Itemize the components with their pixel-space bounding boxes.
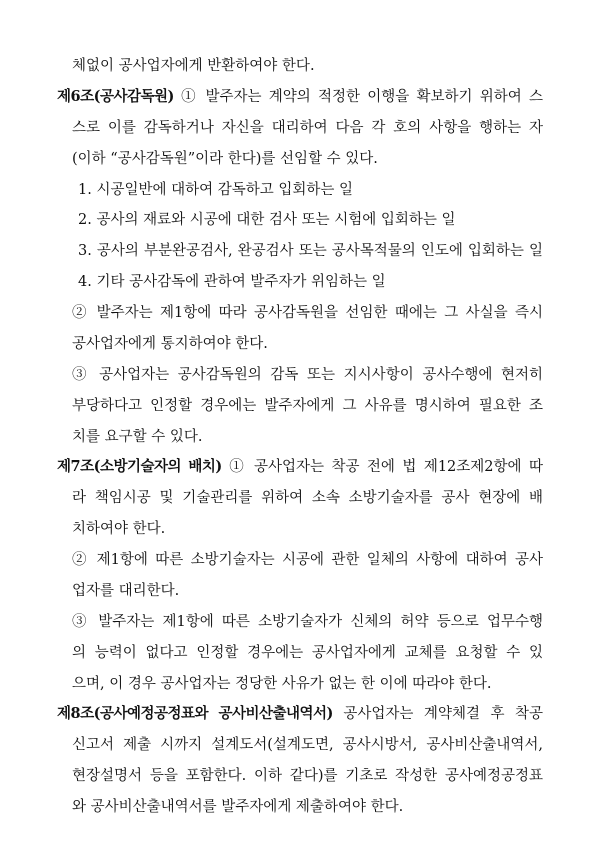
article-7-heading-line bbox=[57, 457, 543, 477]
article-7-text: ① 공사업자는 착공 전에 법 제12조제2항에 따 bbox=[221, 459, 543, 475]
paragraph-line: 치하여야 한다. bbox=[72, 521, 166, 537]
paragraph-line: 치를 요구할 수 있다. bbox=[72, 429, 203, 445]
paragraph-line: 체없이 공사업자에게 반환하여야 한다. bbox=[72, 58, 315, 74]
paragraph-line: 와 공사비산출내역서를 발주자에게 제출하여야 한다. bbox=[72, 799, 404, 815]
article-7-title: 제7조(소방기술자의 배치) bbox=[57, 458, 222, 475]
article-6-heading-line bbox=[57, 87, 543, 107]
paragraph-line: 업자를 대리한다. bbox=[72, 583, 180, 599]
paragraph-line: 공사업자에게 통지하여야 한다. bbox=[72, 336, 268, 352]
list-item: 1. 시공일반에 대하여 감독하고 입회하는 일 bbox=[78, 182, 353, 198]
article-8-title: 제8조(공사예정공정표와 공사비산출내역서) bbox=[57, 705, 333, 722]
article-8-heading-line bbox=[57, 704, 543, 724]
paragraph-line: 스로 이를 감독하거나 자신을 대리하여 다음 각 호의 사항을 행하는 자 bbox=[72, 120, 543, 136]
list-item: 2. 공사의 재료와 시공에 대한 검사 또는 시험에 입회하는 일 bbox=[78, 212, 456, 228]
article-6-text: ① 발주자는 계약의 적정한 이행을 확보하기 위하여 스 bbox=[173, 89, 543, 105]
paragraph-line: ② 발주자는 제1항에 따라 공사감독원을 선임한 때에는 그 사실을 즉시 bbox=[72, 305, 543, 321]
paragraph-line: (이하 “공사감독원”이라 한다)를 선임할 수 있다. bbox=[72, 151, 378, 167]
paragraph-line: ③ 공사업자는 공사감독원의 감독 또는 지시사항이 공사수행에 현저히 bbox=[72, 367, 543, 383]
article-6-title: 제6조(공사감독원) bbox=[57, 88, 174, 105]
paragraph-line: ③ 발주자는 제1항에 따른 소방기술자가 신체의 허약 등으로 업무수행 bbox=[72, 614, 543, 630]
paragraph-line: 신고서 제출 시까지 설계도서(설계도면, 공사시방서, 공사비산출내역서, bbox=[72, 737, 543, 753]
paragraph-line: 의 능력이 없다고 인정할 경우에는 공사업자에게 교체를 요청할 수 있 bbox=[72, 645, 543, 661]
paragraph-line: ② 제1항에 따른 소방기술자는 시공에 관한 일체의 사항에 대하여 공사 bbox=[72, 552, 543, 568]
paragraph-line: 부당하다고 인정할 경우에는 발주자에게 그 사유를 명시하여 필요한 조 bbox=[72, 398, 543, 414]
paragraph-line: 라 책임시공 및 기술관리를 위하여 소속 소방기술자를 공사 현장에 배 bbox=[72, 490, 543, 506]
list-item: 3. 공사의 부분완공검사, 완공검사 또는 공사목적물의 인도에 입회하는 일 bbox=[78, 243, 543, 259]
list-item: 4. 기타 공사감독에 관하여 발주자가 위임하는 일 bbox=[78, 274, 386, 290]
article-8-text: 공사업자는 계약체결 후 착공 bbox=[332, 706, 543, 722]
paragraph-line: 으며, 이 경우 공사업자는 정당한 사유가 없는 한 이에 따라야 한다. bbox=[72, 676, 492, 692]
paragraph-line: 현장설명서 등을 포함한다. 이하 같다)를 기초로 작성한 공사예정공정표 bbox=[72, 768, 543, 784]
